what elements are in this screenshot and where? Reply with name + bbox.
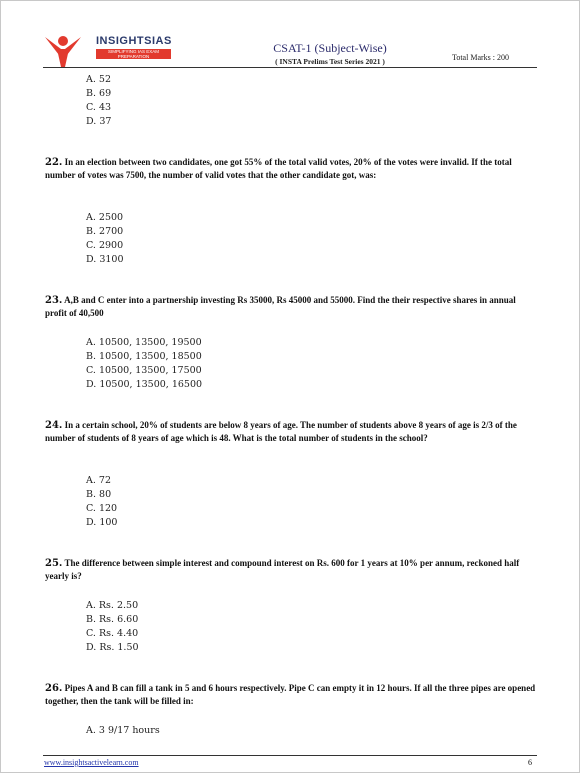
option-item: C. Rs. 4.40: [86, 628, 139, 639]
footer-website-link[interactable]: www.insightsactivelearn.com: [44, 758, 139, 767]
logo-name: INSIGHTSIAS: [96, 35, 172, 47]
option-item: B. 69: [86, 88, 112, 99]
option-item: C. 43: [86, 102, 112, 113]
option-item: B. 2700: [86, 226, 124, 237]
question-number: 25.: [45, 558, 63, 569]
options-list-26: [86, 724, 160, 738]
option-item: A. 3 9/17 hours: [86, 725, 160, 736]
question-number: 22.: [45, 157, 63, 168]
options-list-23: [86, 336, 202, 392]
logo-torch-icon: [45, 33, 81, 67]
option-item: C. 2900: [86, 240, 124, 251]
option-item: B. 10500, 13500, 18500: [86, 351, 202, 362]
options-list-24: [86, 474, 117, 530]
option-item: A. 10500, 13500, 19500: [86, 337, 202, 348]
question-number: 24.: [45, 420, 63, 431]
options-list-25: [86, 599, 139, 655]
question-25: [45, 557, 537, 583]
option-item: A. 2500: [86, 212, 124, 223]
question-number: 23.: [45, 295, 63, 306]
option-item: D. 10500, 13500, 16500: [86, 379, 203, 390]
option-item: D. 37: [86, 116, 112, 127]
question-text: A,B and C enter into a partnership investing Rs 35000, Rs 45000 and 55000. Find the their respective shares in annual profit of 40,500: [45, 295, 516, 319]
question-text: In a certain school, 20% of students are below 8 years of age. The number of students above 8 years of age is 2/3 of the number of students of 8 years of age which is 48. What is the total number of students in the school?: [45, 420, 517, 444]
option-item: A. 52: [86, 74, 111, 85]
question-22: [45, 156, 537, 182]
logo-tagline: SIMPLIFYING IAS EXAM PREPARATION: [96, 49, 171, 59]
option-item: B. 80: [86, 489, 112, 500]
question-26: [45, 682, 537, 708]
question-number: 26.: [45, 683, 63, 694]
total-marks: Total Marks : 200: [452, 53, 509, 62]
question-24: [45, 419, 537, 445]
options-list-22: [86, 211, 124, 267]
option-item: D. Rs. 1.50: [86, 642, 139, 653]
page-number: 6: [528, 758, 532, 767]
insightsias-logo: [43, 33, 173, 67]
option-item: C. 10500, 13500, 17500: [86, 365, 202, 376]
option-item: D. 3100: [86, 254, 124, 265]
option-item: B. Rs. 6.60: [86, 614, 139, 625]
option-item: A. Rs. 2.50: [86, 600, 139, 611]
question-text: Pipes A and B can fill a tank in 5 and 6 hours respectively. Pipe C can empty it in 12 hours. If all the three pipes are opened together, then the tank will be filled in:: [45, 683, 536, 707]
option-item: A. 72: [86, 475, 111, 486]
options-list-prev: [86, 73, 111, 129]
question-text: The difference between simple interest and compound interest on Rs. 600 for 1 years at 10% per annum, reckoned half yearly is?: [45, 558, 520, 582]
option-item: C. 120: [86, 503, 118, 514]
option-item: D. 100: [86, 517, 118, 528]
header-divider: [43, 67, 537, 68]
question-23: [45, 294, 537, 320]
footer-divider: [43, 755, 537, 756]
page-subtitle: ( INSTA Prelims Test Series 2021 ): [275, 57, 385, 66]
question-text: In an election between two candidates, one got 55% of the total valid votes, 20% of the votes were invalid. If the total number of votes was 7500, the number of valid votes that the other candidate got, was:: [45, 157, 512, 181]
page-title: CSAT-1 (Subject-Wise): [273, 41, 387, 55]
